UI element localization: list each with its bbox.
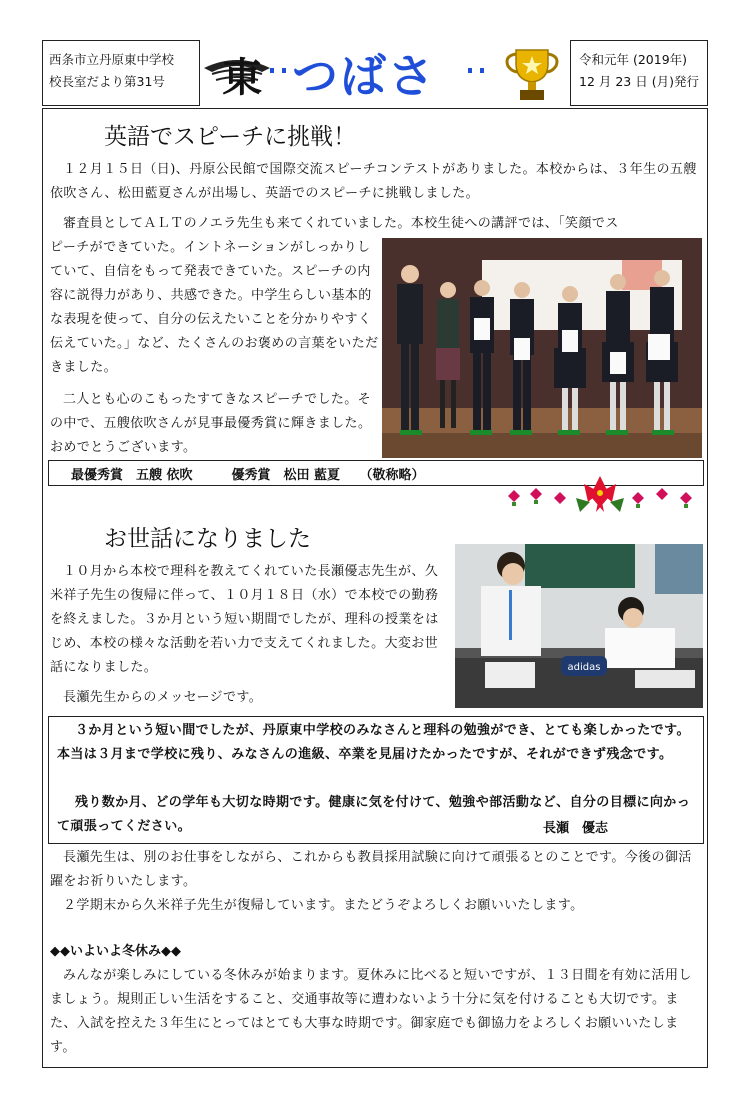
article3-paragraph1: みんなが楽しみにしている冬休みが始まります。夏休みに比べると短いですが、１３日間を有効に活用しましょう。規則正しい生活をすること、交通事故等に遭わないよう十分に気を付けることも大切です。また、入試を控えた３年生にとってはとても大事な時期です。御家庭でも御協力をよろしくお願いいたします。 — [50, 968, 692, 1055]
article2-paragraph1: １０月から本校で理科を教えてくれていた長瀬優志先生が、久米祥子先生の復帰に伴って、１０月１８日（水）で本校での勤務を終えました。３か月という短い期間でしたが、理科の授業をはじめ、本校の様々な活動を若い力で支えてくれました。大変お世話になりました。 — [50, 564, 439, 675]
awards-text: 最優秀賞 五艘 依吹 優秀賞 松田 藍夏 （敬称略） — [71, 468, 425, 483]
poinsettia-decoration-icon — [500, 468, 700, 524]
teacher-student-photo — [455, 544, 703, 708]
header-date-box — [570, 40, 708, 106]
teacher-message-signature: 長瀬 優志 — [543, 821, 609, 836]
era-date: 令和元年 (2019年) — [579, 52, 688, 67]
issue-date: 12 月 23 日 (月)発行 — [579, 74, 699, 89]
teacher-message-box — [48, 716, 704, 844]
article1-heading: 英語でスピーチに挑戦！ — [104, 124, 357, 150]
speech-contest-photo — [382, 238, 702, 458]
newsletter-number: 校長室だより第31号 — [49, 74, 165, 89]
article3-heading: ◆◆いよいよ冬休み◆◆ — [50, 944, 181, 959]
title-kanji: 東 — [222, 55, 262, 101]
article1-paragraph2-line1: 審査員としてＡＬＴのノエラ先生も来てくれていました。本校生徒への講評では、「笑顔でス — [63, 216, 619, 231]
article2-paragraph2: 長瀬先生からのメッセージです。 — [63, 690, 263, 705]
article1-paragraph1: １２月１５日（日)、丹原公民館で国際交流スピーチコンテストがありました。本校からは、３年生の五艘依吹さん、松田藍夏さんが出場し、英語でのスピーチに挑戦しました。 — [50, 162, 697, 201]
teacher-message-paragraph1: ３か月という短い間でしたが、丹原東中学校のみなさんと理科の勉強ができ、とても楽しかったです。本当は３月まで学校に残り、みなさんの進級、卒業を見届けたかったですが、それができず残念です。 — [57, 723, 690, 762]
article1-paragraph3: 二人とも心のこもったすてきなスピーチでした。その中で、五艘依吹さんが見事最優秀賞に輝きました。おめでとうございます。 — [50, 392, 372, 455]
article1-paragraph2-rest: ピーチができていた。イントネーションがしっかりしていて、自信をもって発表できていた。スピーチの内容に説得力があり、共感できた。中学生らしい基本的な表現を使って、自分の伝えたいことを分かりやすく伝えていた。」など、たくさんのお褒めの言葉をいただきました。 — [50, 240, 379, 375]
bag-brand-text: adidas — [567, 662, 601, 673]
masthead-title — [200, 40, 570, 106]
title-dots-left — [270, 68, 286, 73]
title-dots-right — [468, 68, 484, 73]
article2-heading: お世話になりました — [104, 526, 311, 552]
article2-paragraph4: ２学期末から久米祥子先生が復帰しています。またどうぞよろしくお願いいたします。 — [63, 898, 584, 913]
school-name: 西条市立丹原東中学校 — [49, 52, 175, 67]
trophy-icon — [502, 44, 562, 104]
title-kana: つばさ — [292, 49, 436, 103]
article2-paragraph3: 長瀬先生は、別のお仕事をしながら、これからも教員採用試験に向けて頑張るとのことです。今後の御活躍をお祈りいたします。 — [50, 850, 692, 889]
header-school-box — [42, 40, 200, 106]
teacher-message-paragraph2: 残り数か月、どの学年も大切な時期です。健康に気を付けて、勉強や部活動など、自分の目標に向かって頑張ってください。 — [57, 795, 691, 834]
